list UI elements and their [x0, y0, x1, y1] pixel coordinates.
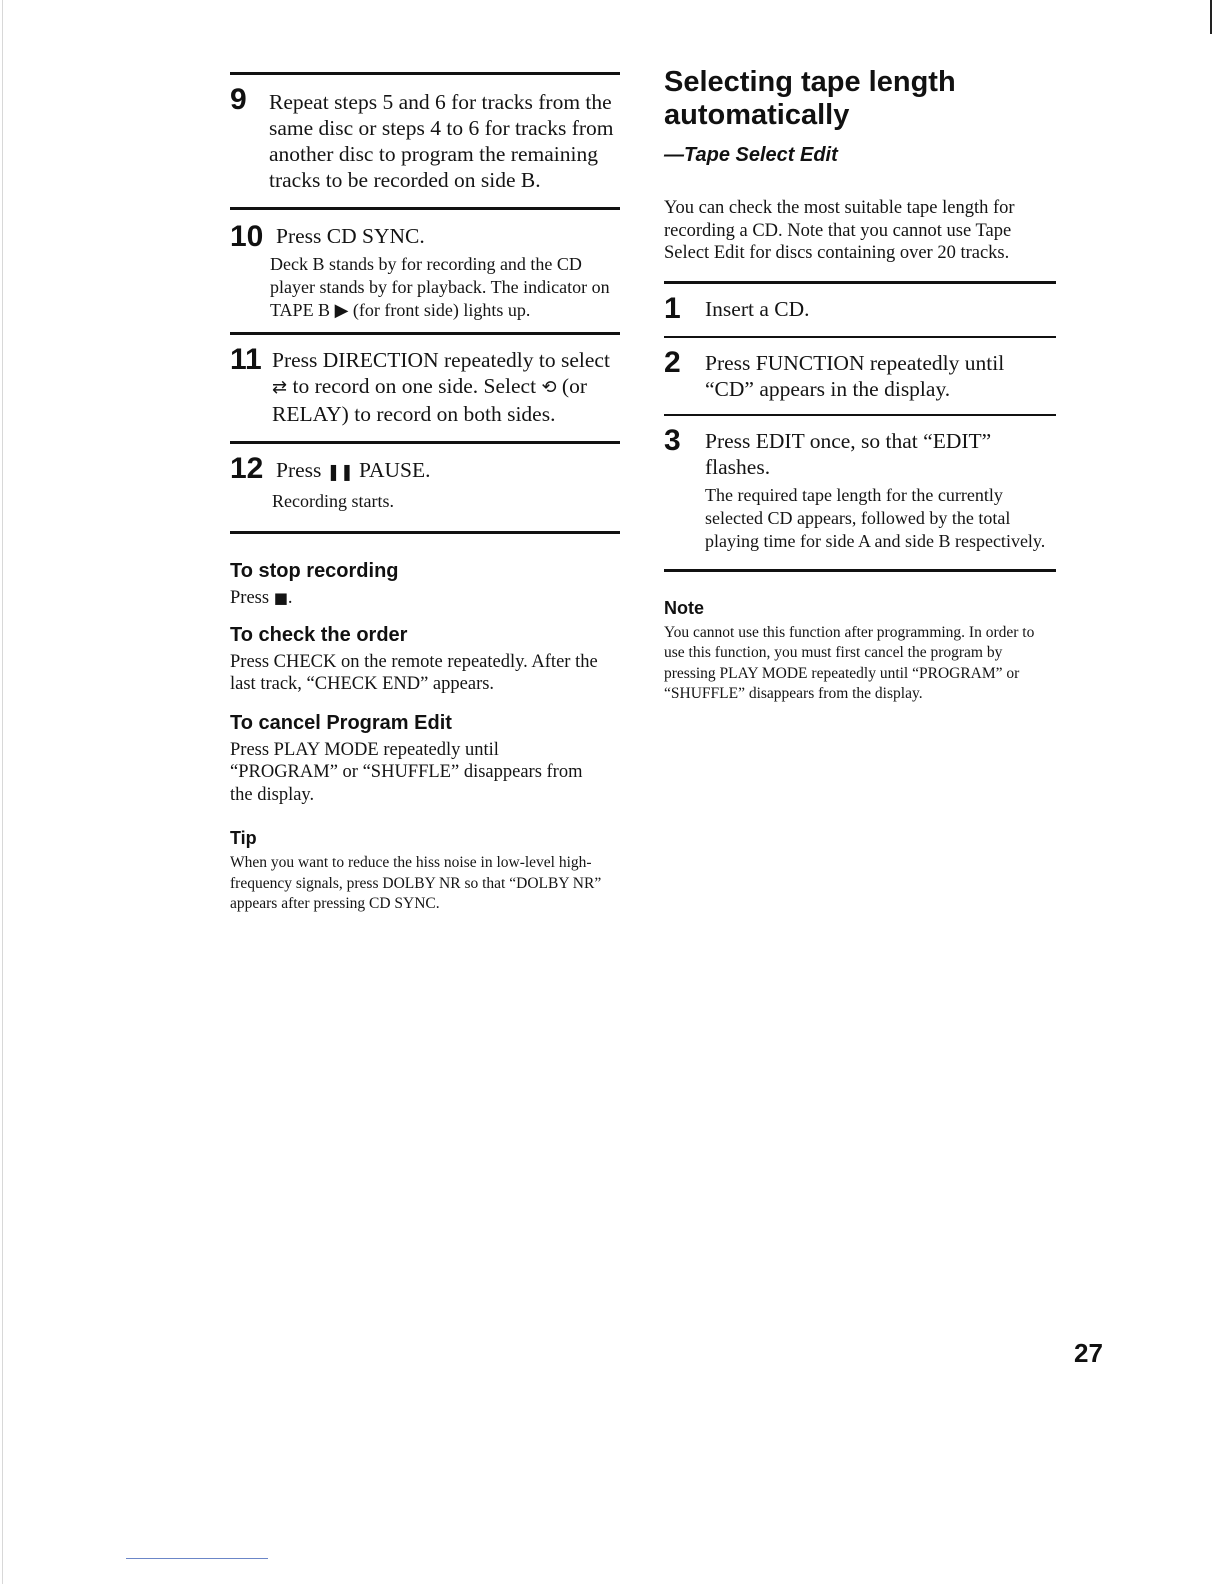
step-11-text-b: to record on one side. — [292, 374, 479, 398]
cancel-text: Press PLAY MODE repeatedly until “PROGRAM” or “SHUFFLE” disappears from the display. — [230, 739, 583, 805]
section-subtitle: —Tape Select Edit — [664, 144, 838, 166]
step-10-detail — [270, 253, 620, 322]
note-heading: Note — [664, 597, 704, 618]
right-step-1-text: Insert a CD. — [705, 296, 810, 321]
right-column — [664, 66, 1056, 705]
cancel-heading: To cancel Program Edit — [230, 711, 452, 734]
stop-text-start: Press — [230, 588, 270, 608]
check-heading: To check the order — [230, 623, 408, 646]
check-text: Press CHECK on the remote repeatedly. After the last track, “CHECK END” appears. — [230, 651, 598, 694]
right-step-2-number: 2 — [664, 345, 681, 379]
tip-text: When you want to reduce the hiss noise in low-level high-frequency signals, press DOLBY NR so that “DOLBY NR” appears after pressing CD SYNC. — [230, 854, 602, 912]
step-10-detail-start: Deck B stands by for recording and the CD player stands by for playback. The indicator on TAPE B — [270, 254, 610, 320]
both-sides-direction-icon: ⟲ — [541, 377, 557, 398]
step-10 — [230, 210, 620, 332]
step-11-text-d: (or RELAY) to record on both sides. — [272, 374, 587, 426]
step-10-number: 10 — [230, 220, 264, 253]
page-number: 27 — [1074, 1338, 1103, 1368]
step-12 — [230, 444, 620, 531]
step-12-number: 12 — [230, 452, 264, 485]
step-10-detail-end: (for front side) lights up. — [352, 300, 531, 320]
right-step-1 — [664, 284, 1056, 336]
step-12-text-before: Press — [276, 458, 322, 482]
right-step-3-text: Press EDIT once, so that “EDIT” flashes. — [705, 428, 992, 479]
stop-text — [230, 587, 620, 610]
stop-text-end: . — [287, 588, 293, 608]
play-icon: ▶ — [334, 300, 349, 321]
stop-heading: To stop recording — [230, 560, 399, 582]
tip-heading: Tip — [230, 828, 257, 848]
step-12-detail: Recording starts. — [272, 491, 394, 511]
step-9-text: Repeat steps 5 and 6 for tracks from the same disc or steps 4 to 6 for tracks from another disc to program the remaining tracks to be recorded on side B. — [269, 90, 614, 192]
right-step-3-detail: The required tape length for the currently selected CD appears, followed by the total playing time for side A and side B respectively. — [705, 484, 1046, 551]
note-text: You cannot use this function after programming. In order to use this function, you must first cancel the program by pressing PLAY MODE repeatedly until “PROGRAM” or “SHUFFLE” disappears from the display. — [664, 623, 1035, 702]
step-11 — [230, 335, 620, 441]
step-9-number: 9 — [230, 83, 247, 116]
step-11-text — [272, 347, 620, 427]
left-column — [230, 72, 620, 915]
step-10-text: Press CD SYNC. — [276, 224, 425, 248]
rule-end-steps — [230, 531, 620, 534]
rule-right-end — [664, 569, 1056, 572]
right-step-2 — [664, 338, 1056, 414]
step-12-text — [276, 457, 620, 486]
one-side-direction-icon: ⇄ — [272, 377, 288, 398]
bottom-edge-line — [126, 1558, 268, 1559]
page-edge-left — [2, 0, 3, 1584]
right-step-3 — [664, 416, 1056, 569]
right-step-1-number: 1 — [664, 291, 681, 325]
page-edge-right — [1210, 0, 1212, 34]
right-step-3-number: 3 — [664, 423, 681, 457]
step-11-text-c: Select — [483, 374, 537, 398]
step-12-text-after: PAUSE. — [358, 458, 431, 482]
step-11-text-a: Press DIRECTION repeatedly to select — [272, 348, 610, 372]
stop-icon: ■ — [273, 589, 288, 607]
step-11-number: 11 — [230, 343, 262, 376]
section-title: Selecting tape length automatically — [664, 66, 956, 131]
intro-text: You can check the most suitable tape length for recording a CD. Note that you cannot use Tape Select Edit for discs containing over 20 tracks. — [664, 198, 1015, 263]
right-step-2-text: Press FUNCTION repeatedly until “CD” appears in the display. — [705, 350, 1005, 401]
step-9 — [230, 75, 620, 207]
pause-icon: ❚❚ — [326, 464, 354, 481]
